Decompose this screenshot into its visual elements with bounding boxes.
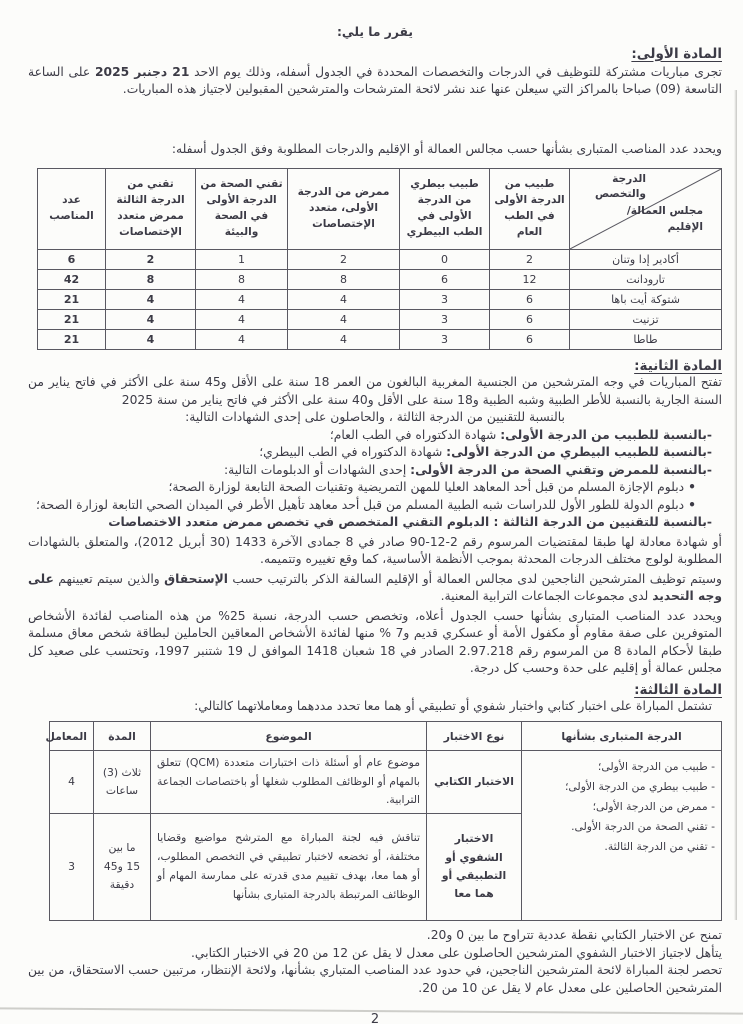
written-score-note: تمنح عن الاختبار الكتابي نقطة عددية تتراوح ما بين 0 و20. bbox=[426, 928, 722, 942]
count-cell: 4 bbox=[106, 310, 196, 330]
scan-edge-shadow-right bbox=[734, 90, 737, 920]
region-cell: تارودانت bbox=[570, 270, 722, 290]
count-cell: 12 bbox=[490, 270, 570, 290]
column-header-doctor: طبيب من الدرجة الأولى في الطب العام bbox=[490, 169, 570, 250]
recruitment-merit: الإستحقاق bbox=[164, 571, 228, 586]
total-cell: 21 bbox=[38, 310, 106, 330]
exam-row-written bbox=[50, 751, 722, 814]
requirement-doctor-lead: -بالنسبة للطبيب من الدرجة الأولى: bbox=[500, 427, 712, 442]
count-cell: 4 bbox=[196, 290, 288, 310]
requirement-nurse-text: إحدى الشهادات أو الدبلومات التالية: bbox=[223, 462, 411, 477]
equivalence-paragraph: أو شهادة معادلة لها طبقا لمقتضيات المرسوم رقم 2-12-90 صادر في 8 جمادى الآخرة 1433 (30 أبريل 2012)، والمتعلق بالشهادات المطلوبة لولوج مختلف الدرجات المحدثة بموجب الأنظمة الأساسية، كما وقع تغييره وتتميمه. bbox=[28, 534, 722, 566]
count-cell: 4 bbox=[288, 290, 400, 310]
total-cell: 21 bbox=[38, 330, 106, 350]
article-1-paragraph-1 bbox=[28, 64, 722, 99]
positions-table-header bbox=[38, 169, 722, 250]
requirement-vet bbox=[28, 444, 722, 462]
count-cell: 6 bbox=[490, 310, 570, 330]
requirement-doctor-text: شهادة الدكتوراه في الطب العام؛ bbox=[329, 427, 501, 442]
exam-coef-cell: 3 bbox=[50, 814, 94, 921]
count-cell: 2 bbox=[490, 250, 570, 270]
requirement-vet-lead: -بالنسبة للطبيب البيطري من الدرجة الأولى: bbox=[446, 445, 712, 459]
exam-header-type: نوع الاختبار bbox=[427, 722, 522, 751]
table-row bbox=[38, 310, 722, 330]
exam-table-header bbox=[45, 722, 722, 751]
count-cell: 3 bbox=[400, 290, 490, 310]
article-2-opening-tail: بالنسبة للتقنيين من الدرجة الثالثة ، والحاصلون على إحدى الشهادات التالية: bbox=[185, 410, 565, 424]
count-cell: 8 bbox=[288, 270, 400, 290]
grade-item: - طبيب من الدرجة الأولى؛ bbox=[597, 760, 715, 773]
corner-council-label: مجلس العمالة/ الإقليم bbox=[626, 205, 703, 233]
count-cell: 6 bbox=[400, 270, 490, 290]
article-3-title: المادة الثالثة: bbox=[634, 681, 722, 698]
table-row bbox=[38, 250, 722, 270]
region-cell: أكادير إدا وتنان bbox=[570, 250, 722, 270]
exam-duration-cell: ما بين 15 و45 دقيقة bbox=[94, 814, 151, 921]
exam-header-coef: المعامل bbox=[50, 722, 94, 751]
grade-item: - تقني من الدرجة الثالثة. bbox=[604, 839, 715, 853]
count-cell: 6 bbox=[490, 330, 570, 350]
requirement-doctor bbox=[28, 427, 722, 445]
article-1-p1-text-b: على الساعة التاسعة (09) صباحا بالمراكز التي سيعلن عنها عند نشر لائحة المترشحات والمترشحين المقبولين لاجتياز هذه المباريات. bbox=[28, 64, 722, 96]
diploma-bullet-1-text: دبلوم الإجازة المسلم من قبل أحد المعاهد العليا للمهن التمريضية وتقنيات الصحة التابعة لوزارة الصحة؛ bbox=[168, 480, 685, 494]
recruitment-paragraph bbox=[28, 571, 722, 606]
recruitment-specific: على وجه التحديد bbox=[28, 571, 722, 603]
article-1-p1-date: 21 دجنبر 2025 bbox=[94, 64, 190, 79]
column-header-nurse: ممرض من الدرجة الأولى، متعدد الإختصاصات bbox=[288, 169, 400, 250]
count-cell: 3 bbox=[400, 330, 490, 350]
region-cell: شتوكة أيت باها bbox=[570, 290, 722, 310]
grades-list-cell bbox=[522, 751, 722, 921]
article-2-title: المادة الثانية: bbox=[634, 358, 722, 374]
exam-type-cell: الاختبار الكتابي bbox=[427, 751, 522, 814]
table-row bbox=[38, 330, 722, 350]
exam-intro: تشتمل المباراة على اختبار كتابي واختبار شفوي أو تطبيقي أو هما معا تحدد مددهما ومعاملاتهما كالتالي: bbox=[194, 698, 712, 713]
count-cell: 1 bbox=[196, 250, 288, 270]
bullet-icon: • bbox=[688, 480, 696, 494]
count-cell: 0 bbox=[400, 250, 490, 270]
oral-qualification-note: يتأهل لاجتياز الاختبار الشفوي المترشحين الحاصلون على معدل لا يقل عن 12 من 20 في الاختبار الكتابي. bbox=[191, 945, 722, 960]
requirement-nurse bbox=[28, 462, 722, 480]
article-1-title: المادة الأولى: bbox=[631, 45, 722, 62]
quota-paragraph: ويحدد عدد المناصب المتبارى بشأنها حسب الجدول أعلاه، وتخصص حسب الدرجة، نسبة 25% من هذه المناصب لفائدة الأشخاص المتوفرين على صفة مقاوم أو مكفول الأمة أو عسكري قديم و7 % منها لفائدة الأشخاص المعاقين الحاملين لبطاقة شخص معاق مسلمة طبقا لأحكام المادة 8 من المرسوم رقم 2.97.218 الصادر في 18 شعبان 1418 الموافق ل 19 شتنبر 1997، وتحتسب على صعيد كل مجلس عمالة أو إقليم على حدة وحسب كل درجة. bbox=[28, 608, 723, 675]
positions-table bbox=[37, 168, 722, 350]
count-cell: 4 bbox=[106, 290, 196, 310]
exam-duration-cell: ثلاث (3) ساعات bbox=[94, 751, 151, 814]
positions-intro: ويحدد عدد المناصب المتبارى بشأنها حسب مجالس العمالة أو الإقليم والدرجات المطلوبة وفق الجدول أسفله: bbox=[171, 141, 722, 156]
count-cell: 2 bbox=[288, 250, 400, 270]
exam-type-cell: الاختبار الشفوي أو التطبيقي أو هما معا bbox=[427, 814, 522, 921]
region-cell: تزنيت bbox=[570, 310, 722, 330]
diploma-bullet-1 bbox=[28, 479, 722, 497]
count-cell: 3 bbox=[400, 310, 490, 330]
count-cell: 8 bbox=[106, 270, 196, 290]
count-cell: 4 bbox=[288, 330, 400, 350]
requirement-tech-text: الدبلوم التقني المتخصص في تخصص ممرض متعدد الاختصاصات bbox=[108, 515, 494, 529]
count-cell: 4 bbox=[196, 330, 288, 350]
exam-table bbox=[45, 721, 722, 921]
diploma-bullet-2-text: دبلوم الدولة للطور الأول للدراسات شبه الطبية المسلم من قبل أحد معاهد تأهيل الأطر في الميدان الصحي التابعة لوزارة الصحة؛ bbox=[36, 497, 685, 512]
region-cell: طاطا bbox=[570, 330, 722, 350]
corner-grade-label: الدرجة والتخصص bbox=[594, 173, 646, 201]
article-1-p1-text-a: تجرى مباريات مشتركة للتوظيف في الدرجات والتخصصات المحددة في الجدول أسفله، وذلك يوم الاحد bbox=[189, 64, 722, 79]
requirement-tech-lead: -بالنسبة للتقنيين من الدرجة الثالثة : bbox=[493, 515, 712, 529]
grade-item: - طبيب بيطري من الدرجة الأولى؛ bbox=[564, 779, 715, 793]
page-number: 2 bbox=[370, 1012, 380, 1024]
exam-subject-cell: موضوع عام أو أسئلة ذات اختبارات متعددة (QCM) تتعلق بالمهام أو الوظائف المطلوب شغلها أو باختصاصات الجماعة الترابية. bbox=[151, 751, 427, 814]
count-cell: 8 bbox=[196, 270, 288, 290]
count-cell: 4 bbox=[288, 310, 400, 330]
bullet-icon: • bbox=[688, 497, 696, 512]
table-row bbox=[38, 270, 722, 290]
column-header-tech-grade3: تقني من الدرجة الثالثة ممرض متعدد الإختصاصات bbox=[106, 169, 196, 250]
count-cell: 6 bbox=[490, 290, 570, 310]
total-cell: 6 bbox=[38, 250, 106, 270]
exam-coef-cell: 4 bbox=[50, 751, 94, 814]
recruitment-text-c: لدى مجموعات الجماعات الترابية المعنية. bbox=[440, 589, 653, 603]
recruitment-text-a: وسيتم توظيف المترشحين الناجحين لدى مجالس العمالة أو الإقليم السالفة الذكر بالترتيب حسب bbox=[227, 571, 722, 586]
final-list-note: تحصر لجنة المباراة لائحة المترشحين الناجحين، في حدود عدد المناصب المتباري بشأنها، ولائحة الإنتظار، مرتبين حسب الاستحقاق، من بين المترشحين الحاصلين على معدل عام لا يقل عن 10 من 20. bbox=[28, 963, 722, 995]
total-cell: 21 bbox=[38, 290, 106, 310]
requirement-vet-text: شهادة الدكتوراه في الطب البيطري؛ bbox=[259, 445, 447, 459]
count-cell: 4 bbox=[106, 330, 196, 350]
exam-header-duration: المدة bbox=[94, 722, 151, 751]
column-header-total: عدد المناصب bbox=[38, 169, 106, 250]
grade-item: - ممرض من الدرجة الأولى؛ bbox=[592, 799, 715, 813]
exam-header-subject: الموضوع bbox=[151, 722, 427, 751]
count-cell: 4 bbox=[196, 310, 288, 330]
exam-subject-cell: تناقش فيه لجنة المباراة مع المترشح مواضيع وقضايا مختلفة، أو تخضعه لاختبار تطبيقي في التخصص المطلوب، أو هما معا، بهدف تقييم مدى قدرته على ممارسة المهام أو الوظائف المرتبطة بالدرجة المتبارى بشأنها bbox=[151, 814, 427, 921]
column-header-vet: طبيب بيطري من الدرجة الأولى في الطب البيطري bbox=[400, 169, 490, 250]
diploma-bullet-2 bbox=[28, 497, 722, 515]
exam-header-grade: الدرجة المتبارى بشأنها bbox=[522, 722, 722, 751]
recruitment-text-b: والذين سيتم تعيينهم bbox=[53, 571, 165, 586]
article-2-opening: تفتح المباريات في وجه المترشحين من الجنسية المغربية البالغون من العمر 18 سنة على الأقل و45 سنة على الأكثر في فاتح يناير من السنة الجارية بالنسبة للأطر الطبية وشبه الطبية و18 سنة على الأقل و40 سنة على الأكثر في فاتح يناير من سنة 2025 bbox=[28, 375, 722, 407]
count-cell: 2 bbox=[106, 250, 196, 270]
total-cell: 42 bbox=[38, 270, 106, 290]
corner-cell bbox=[570, 169, 722, 250]
grade-item: - تقني الصحة من الدرجة الأولى. bbox=[571, 819, 715, 833]
requirement-tech bbox=[28, 514, 722, 532]
requirement-nurse-lead: -بالنسبة للممرض وتقني الصحة من الدرجة الأولى: bbox=[410, 462, 712, 477]
table-row bbox=[38, 290, 722, 310]
column-header-health-tech: تقني الصحة من الدرجة الأولى في الصحة والبيئة bbox=[196, 169, 288, 250]
decree-line: يقرر ما يلي: bbox=[337, 25, 413, 39]
